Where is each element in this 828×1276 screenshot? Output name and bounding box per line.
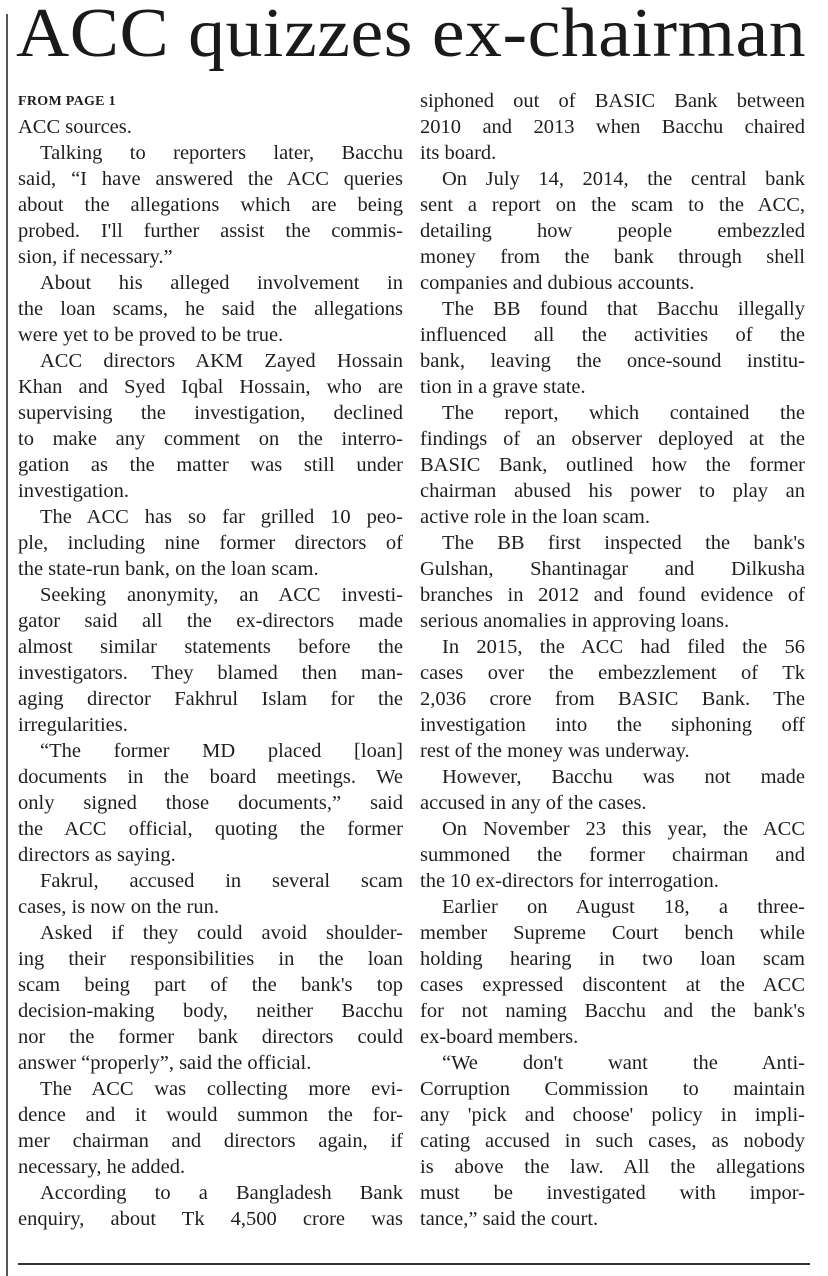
text-line: aging director Fakhrul Islam for the xyxy=(18,688,403,710)
text-line: documents in the board meetings. We xyxy=(18,766,403,788)
text-line: supervising the investigation, declined xyxy=(18,402,403,424)
text-line: ex-board members. xyxy=(420,1026,579,1048)
text-line: 2010 and 2013 when Bacchu chaired xyxy=(420,116,805,138)
text-line: irregularities. xyxy=(18,714,128,736)
text-line: decision-making body, neither Bacchu xyxy=(18,1000,403,1022)
text-line: The ACC was collecting more evi- xyxy=(40,1078,403,1100)
text-line: any 'pick and choose' policy in impli- xyxy=(420,1104,805,1126)
text-line: detailing how people embezzled xyxy=(420,220,805,242)
text-line: gator said all the ex-directors made xyxy=(18,610,403,632)
text-line: the ACC official, quoting the former xyxy=(18,818,403,840)
text-line: the state-run bank, on the loan scam. xyxy=(18,558,319,580)
text-line: mer chairman and directors again, if xyxy=(18,1130,403,1152)
text-line: investigation into the siphoning off xyxy=(420,714,805,736)
text-line: its board. xyxy=(420,142,497,164)
article-paragraph xyxy=(420,764,805,816)
article-paragraph xyxy=(420,894,805,1050)
text-line: sion, if necessary.” xyxy=(18,246,173,268)
text-line: almost similar statements before the xyxy=(18,636,403,658)
text-line: Earlier on August 18, a three- xyxy=(442,896,805,918)
text-line: Gulshan, Shantinagar and Dilkusha xyxy=(420,558,805,580)
text-line: The ACC has so far grilled 10 peo- xyxy=(40,506,403,528)
text-line: The BB found that Bacchu illegally xyxy=(442,298,805,320)
article-paragraph xyxy=(420,1050,805,1232)
text-line: However, Bacchu was not made xyxy=(442,766,805,788)
text-line: chairman abused his power to play an xyxy=(420,480,805,502)
left-border-rule xyxy=(6,14,8,1276)
text-line: “The former MD placed [loan] xyxy=(40,740,403,762)
text-line: tance,” said the court. xyxy=(420,1208,599,1230)
text-line: 2,036 crore from BASIC Bank. The xyxy=(420,688,805,710)
text-line: bank, leaving the once-sound institu- xyxy=(420,350,805,372)
text-line: ACC directors AKM Zayed Hossain xyxy=(40,350,403,372)
text-line: Corruption Commission to maintain xyxy=(420,1078,805,1100)
text-line: serious anomalies in approving loans. xyxy=(420,610,730,632)
text-line: influenced all the activities of the xyxy=(420,324,805,346)
article-paragraph xyxy=(18,504,403,582)
text-line: According to a Bangladesh Bank xyxy=(40,1182,403,1204)
text-line: member Supreme Court bench while xyxy=(420,922,805,944)
text-line: Khan and Syed Iqbal Hossain, who are xyxy=(18,376,403,398)
article-column-right xyxy=(420,88,805,1232)
text-line: cases, is now on the run. xyxy=(18,896,219,918)
text-line: probed. I'll further assist the commis- xyxy=(18,220,403,242)
text-line: dence and it would summon the for- xyxy=(18,1104,403,1126)
text-line: cases over the embezzlement of Tk xyxy=(420,662,805,684)
text-line: is above the law. All the allegations xyxy=(420,1156,805,1178)
article-paragraph xyxy=(18,868,403,920)
text-line: summoned the former chairman and xyxy=(420,844,805,866)
continued-from-label: FROM PAGE 1 xyxy=(18,94,116,109)
article-paragraph xyxy=(18,582,403,738)
text-line: cases expressed discontent at the ACC xyxy=(420,974,805,996)
article-paragraph xyxy=(18,920,403,1076)
text-line: sent a report on the scam to the ACC, xyxy=(420,194,805,216)
article-paragraph xyxy=(420,816,805,894)
article-paragraph xyxy=(420,634,805,764)
text-line: directors as saying. xyxy=(18,844,176,866)
text-line: holding hearing in two loan scam xyxy=(420,948,805,970)
text-line: the 10 ex-directors for interrogation. xyxy=(420,870,719,892)
text-line: only signed those documents,” said xyxy=(18,792,403,814)
text-line: active role in the loan scam. xyxy=(420,506,650,528)
article-paragraph xyxy=(18,348,403,504)
text-line: findings of an observer deployed at the xyxy=(420,428,805,450)
text-line: ple, including nine former directors of xyxy=(18,532,403,554)
text-line: were yet to be proved to be true. xyxy=(18,324,284,346)
text-line: for not naming Bacchu and the bank's xyxy=(420,1000,805,1022)
article-paragraph xyxy=(420,166,805,296)
text-line: Seeking anonymity, an ACC investi- xyxy=(40,584,403,606)
text-line: On July 14, 2014, the central bank xyxy=(442,168,805,190)
article-paragraph xyxy=(18,738,403,868)
text-line: In 2015, the ACC had filed the 56 xyxy=(442,636,805,658)
text-line: BASIC Bank, outlined how the former xyxy=(420,454,805,476)
text-line: to make any comment on the interro- xyxy=(18,428,403,450)
article-paragraph xyxy=(18,270,403,348)
text-line: rest of the money was underway. xyxy=(420,740,690,762)
text-line: cating accused in such cases, as nobody xyxy=(420,1130,805,1152)
text-line: ing their responsibilities in the loan xyxy=(18,948,403,970)
text-line: On November 23 this year, the ACC xyxy=(442,818,805,840)
text-line: branches in 2012 and found evidence of xyxy=(420,584,805,606)
text-line: said, “I have answered the ACC queries xyxy=(18,168,403,190)
text-line: the loan scams, he said the allegations xyxy=(18,298,403,320)
text-line: accused in any of the cases. xyxy=(420,792,647,814)
text-line: The BB first inspected the bank's xyxy=(442,532,805,554)
text-line: answer “properly”, said the official. xyxy=(18,1052,312,1074)
text-line: nor the former bank directors could xyxy=(18,1026,403,1048)
text-line: necessary, he added. xyxy=(18,1156,186,1178)
text-line: The report, which contained the xyxy=(442,402,805,424)
text-line: siphoned out of BASIC Bank between xyxy=(420,90,805,112)
headline: ACC quizzes ex-chairman xyxy=(16,0,807,72)
text-line: companies and dubious accounts. xyxy=(420,272,695,294)
article-paragraph xyxy=(420,400,805,530)
article-paragraph xyxy=(18,1180,403,1232)
article-paragraph xyxy=(18,140,403,270)
article-paragraph xyxy=(18,114,403,140)
article-paragraph xyxy=(18,1076,403,1180)
bottom-rule xyxy=(18,1263,810,1265)
text-line: About his alleged involvement in xyxy=(40,272,403,294)
text-line: ACC sources. xyxy=(18,116,132,138)
text-line: investigation. xyxy=(18,480,130,502)
text-line: must be investigated with impor- xyxy=(420,1182,805,1204)
text-line: Fakrul, accused in several scam xyxy=(40,870,403,892)
text-line: money from the bank through shell xyxy=(420,246,805,268)
article-paragraph xyxy=(420,530,805,634)
text-line: investigators. They blamed then man- xyxy=(18,662,403,684)
text-line: scam being part of the bank's top xyxy=(18,974,403,996)
text-line: enquiry, about Tk 4,500 crore was xyxy=(18,1208,403,1230)
text-line: about the allegations which are being xyxy=(18,194,403,216)
text-line: Asked if they could avoid shoulder- xyxy=(40,922,403,944)
text-line: Talking to reporters later, Bacchu xyxy=(40,142,403,164)
article-column-left xyxy=(18,88,403,1232)
article-paragraph xyxy=(420,296,805,400)
text-line: tion in a grave state. xyxy=(420,376,586,398)
text-line: gation as the matter was still under xyxy=(18,454,403,476)
article-paragraph xyxy=(420,88,805,166)
text-line: “We don't want the Anti- xyxy=(442,1052,805,1074)
